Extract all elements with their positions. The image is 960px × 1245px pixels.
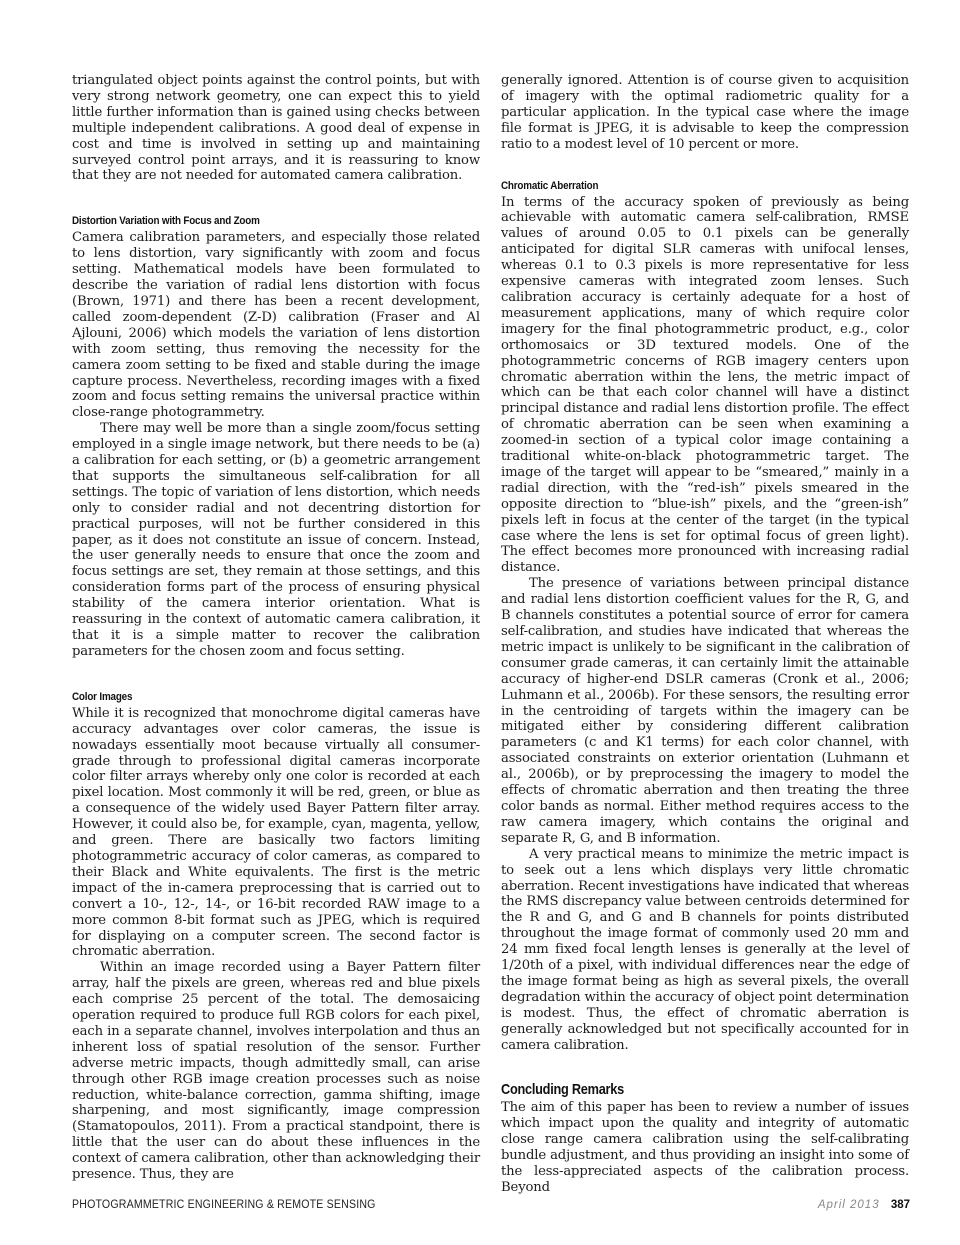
intro-paragraph: triangulated object points against the control points, but with very strong network geometry, one can expect this to yield little further information than is gained using checks between multiple independent calibrations. A good deal of expense in cost and time is involved in setting up and maintaining surveyed control point arrays, and it is reassuring to know that they are not needed for automated camera calibration.: [72, 73, 480, 184]
body-paragraph: While it is recognized that monochrome digital cameras have accuracy advantages over color cameras, the issue is nowadays essentially moot because virtually all consumer-grade through to professional digital cameras incorporate color filter arrays whereby only one color is recorded at each pixel location. Most commonly it will be red, green, or blue as a consequence of the widely used Bayer Pattern filter array. However, it could also be, for example, cyan, magenta, yellow, and green. There are basically two factors limiting photogrammetric accuracy of color cameras, as compared to their Black and White equivalents. The first is the metric impact of the in-camera preprocessing that is carried out to convert a 10-, 12-, 14-, or 16-bit recorded RAW image to a more common 8-bit format such as JPEG, which is required for displaying on a computer screen. The second factor is chromatic aberration.: [72, 705, 480, 960]
body-paragraph: The aim of this paper has been to review a number of issues which impact upon the quality and integrity of automatic close range camera calibration using the self-calibrating bundle adjustment, and thus providing an insight into some of the less-appreciated aspects of the calibration process. Beyond: [501, 1100, 909, 1195]
body-paragraph: Within an image recorded using a Bayer Pattern filter array, half the pixels are green, whereas red and blue pixels each comprise 25 percent of the total. The demosaicing operation required to produce full RGB colors for each pixel, each in a separate channel, involves interpolation and thus an inherent loss of spatial resolution of the sensor. Further adverse metric impacts, though admittedly small, can arise through other RGB image creation processes such as noise reduction, white-balance correction, gamma shifting, image sharpening, and most significantly, image compression (Stamatopoulos, 2011). From a practical standpoint, there is little that the user can do about these influences in the context of camera calibration, other than acknowledging their presence. Thus, they are: [72, 960, 480, 1183]
body-paragraph: Camera calibration parameters, and especially those related to lens distortion, vary significantly with zoom and focus setting. Mathematical models have been formulated to describe the variation of radial lens distortion with focus (Brown, 1971) and there has been a recent development, called zoom-dependent (Z-D) calibration (Fraser and Al Ajlouni, 2006) which models the variation of lens distortion with zoom setting, thus removing the necessity for the camera zoom setting to be fixed and stable during the image capture process. Nevertheless, recording images with a fixed zoom and focus setting remains the universal practice within close-range photogrammetry.: [72, 230, 480, 421]
section-heading-color: Color Images: [72, 690, 133, 703]
continued-paragraph: generally ignored. Attention is of course given to acquisition of imagery with the optimal radiometric quality for a particular application. In the typical case where the image file format is JPEG, it is advisable to keep the compression ratio to a modest level of 10 percent or more.: [501, 73, 909, 152]
left-column: [72, 73, 480, 1183]
journal-footer: PHOTOGRAMMETRIC ENGINEERING & REMOTE SENSING: [72, 1199, 376, 1211]
section-heading-chromatic: Chromatic Aberration: [501, 179, 599, 192]
body-paragraph: There may well be more than a single zoom/focus setting employed in a single image network, but there needs to be (a) a calibration for each setting, or (b) a geometric arrangement that supports the simultaneous self-calibration for all settings. The topic of variation of lens distortion, which needs only to consider radial and not decentring distortion for practical purposes, will not be further considered in this paper, as it does not constitute an issue of concern. Instead, the user generally needs to ensure that once the zoom and focus settings are set, they remain at those settings, and this consideration forms part of the process of ensuring physical stability of the camera interior orientation. What is reassuring in the context of automatic camera calibration, it that it is a simple matter to recover the calibration parameters for the chosen zoom and focus setting.: [72, 421, 480, 659]
section-heading-distortion: Distortion Variation with Focus and Zoom: [72, 215, 260, 228]
body-paragraph: The presence of variations between principal distance and radial lens distortion coefficient values for the R, G, and B channels constitutes a potential source of error for camera self-calibration, and studies have indicated that whereas the metric impact is unlikely to be significant in the calibration of consumer grade cameras, it can certainly limit the attainable accuracy of higher-end DSLR cameras (Cronk et al., 2006; Luhmann et al., 2006b). For these sensors, the resulting error in the centroiding of targets within the imagery can be mitigated either by considering different calibration parameters (c and K1 terms) for each color channel, with associated constraints on exterior orientation (Luhmann et al., 2006b), or by preprocessing the imagery to model the effects of chromatic aberration and then treating the three color bands as normal. Either method requires access to the raw camera imagery, which contains the original and separate R, G, and B information.: [501, 576, 909, 846]
section-heading-concluding: Concluding Remarks: [501, 1081, 624, 1099]
body-paragraph: In terms of the accuracy spoken of previously as being achievable with automatic camera self-calibration, RMSE values of around 0.05 to 0.1 pixels can be generally anticipated for digital SLR cameras with unifocal lenses, whereas 0.1 to 0.3 pixels is more representative for less expensive cameras with integrated zoom lenses. Such calibration accuracy is certainly adequate for a host of measurement applications, many of which require color imagery for the final photogrammetric product, e.g., color orthomosaics or 3D textured models. One of the photogrammetric concerns of RGB imagery centers upon chromatic aberration within the lens, the metric impact of which can be that each color channel will have a distinct principal distance and radial lens distortion profile. The effect of chromatic aberration can be seen when examining a zoomed-in section of a typical color image containing a traditional white-on-black photogrammetric target. The image of the target will appear to be “smeared,” mainly in a radial direction, with the “red-ish” pixels smeared in the opposite direction to “blue-ish” pixels, and the “green-ish” pixels left in focus at the center of the target (in the typical case where the lens is set for optimal focus of green light). The effect becomes more pronounced with increasing radial distance.: [501, 194, 909, 576]
body-paragraph: A very practical means to minimize the metric impact is to seek out a lens which displays very little chromatic aberration. Recent investigations have indicated that whereas the RMS discrepancy value between centroids determined for the R and G, and G and B channels for points distributed throughout the image format of commonly used 20 mm and 24 mm fixed focal length lenses is generally at the level of 1/20th of a pixel, with individual differences near the edge of the image format being as high as several pixels, the overall degradation within the accuracy of object point determination is modest. Thus, the effect of chromatic aberration is generally acknowledged but not specifically accounted for in camera calibration.: [501, 846, 909, 1053]
right-column: [501, 73, 909, 1196]
issue-date: April 2013: [817, 1199, 880, 1211]
page-info: [818, 1199, 910, 1211]
page-number: 387: [890, 1199, 910, 1211]
